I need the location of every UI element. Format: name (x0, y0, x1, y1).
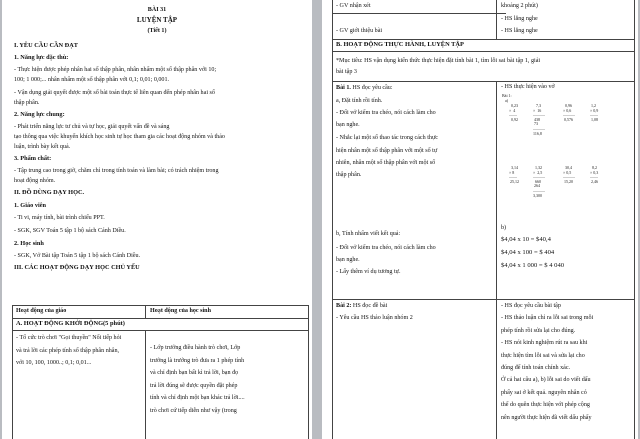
exercise-1-student-b: b) (501, 225, 507, 231)
lesson-title: LUYỆN TẬP (136, 16, 178, 24)
exercise-line: - Đổi vở kiểm tra chéo, nói cách làm cho (336, 110, 436, 116)
exercise-line: Bài 1. HS đọc yêu cầu: (336, 85, 393, 91)
instruction-line: bạn nghe. (336, 257, 360, 263)
student-line: Ở cả hai câu a), b) lỗi sai do viết dấu (501, 377, 591, 384)
body-line: - Vận dụng giải quyết được một số bài toán thực tế liên quan đến phép nhân hai số (14, 90, 215, 96)
teacher-line: - Tổ cức trò chơi "Gọi thuyền" Nối tiếp hỏi (16, 335, 122, 341)
instruction-line: - Lấy thêm ví dụ tương tự. (336, 269, 401, 275)
exercise-1-part-b: b, Tính nhẩm viết kết quả: (336, 231, 401, 237)
body-line: tạo thông qua việc khuyến khích học sinh tự học tham gia các hoạt động nhóm và thảo (14, 134, 225, 140)
student-line: tính và chỉ định một bạn khác trả lời.... (150, 395, 245, 401)
result-line: $4,04 x 1 000 = $ 4 040 (501, 262, 565, 269)
instruction-line: - Đổi vở kiểm tra chéo, nói cách làm cho (336, 245, 436, 251)
student-line: - HS lắng nghe (501, 16, 538, 22)
body-line: thập phân. (14, 100, 40, 106)
section-heading: 3. Phẩm chất: (14, 155, 52, 162)
section-practice: B. HOẠT ĐỘNG THỰC HÀNH, LUYỆN TẬP (336, 41, 464, 48)
lesson-number: BÀI 31 (147, 7, 167, 13)
calc-part-a: a) (505, 98, 509, 103)
section-heading: 2. Học sinh (14, 240, 44, 247)
student-line: trả lời đúng sẽ được quyền đặt phép (150, 382, 238, 389)
body-line: - SGK, Vở Bài tập Toán 5 tập 1 bộ sách Cánh Diều. (14, 253, 141, 259)
teacher-line: và trả lời các phép tính số thập phân nhân, (16, 347, 120, 354)
student-line: nên người thực hiện đã viết dấu phẩy (501, 414, 592, 421)
exercise-line: thập phân. (336, 172, 362, 178)
student-line: và chỉ định bạn bất kì trả lời, bạn đọ (150, 370, 239, 376)
calculation: 7,3 × 16 ——— 438 73 ——— 116,8 (533, 103, 545, 136)
section-warmup: A. HOẠT ĐỘNG KHỞI ĐỘNG(5 phút) (16, 320, 125, 327)
body-line: - Thực hiện được phép nhân hai số thập phân, nhân nhẩm một số thập phân với 10; (14, 67, 217, 73)
student-line: trưởng là trưởng trò đưa ra 1 phép tính (150, 357, 245, 364)
result-line: $4,04 x 100 = $ 404 (501, 249, 555, 256)
student-line: - HS nói kinh nghiệm rút ra sau khi (501, 340, 588, 347)
calculation: 0,23 × 4 —— 0,92 (509, 103, 518, 122)
section-heading: 2. Năng lực chung: (14, 111, 65, 118)
objective-line: bài tập 3 (336, 69, 357, 75)
student-line: khoảng 2 phút) (501, 3, 538, 9)
exercise-line: nhiên, nhân một số thập phân với một số (336, 160, 436, 166)
body-line: - SGK, SGV Toán 5 tập 1 bộ sách Cánh Diều. (14, 228, 126, 234)
calculation: 0,96 × 0,6 ——— 0,576 (563, 103, 575, 122)
calculation: 1,32 × 2,5 ——— 660 264 ——— 3,300 (533, 165, 545, 198)
calculation: 1,2 × 0,9 —— 1,08 (590, 103, 599, 122)
student-line: thể do quên thực hiện với phép cộng (501, 402, 590, 409)
exercise-line: a, Đặt tính rồi tính. (336, 98, 383, 104)
document-page-right (322, 0, 638, 439)
body-line: - Tập trung cao trong giờ, chăm chỉ trong tính toán và làm bài; có trách nhiệm trong (14, 168, 219, 174)
body-line: 100; 1 000;... nhân nhẩm một số thập phân với 0,1; 0,01; 0,001. (14, 77, 170, 83)
calculation: 3,14 × 8 —— 25,12 (509, 165, 519, 184)
exercise-line: bạn nghe. (336, 122, 360, 128)
teacher-line: - GV giới thiệu bài (336, 28, 383, 34)
body-line: - Phát triển năng lực tư chủ và tự học, giải quyết vấn đề và sáng (14, 124, 170, 130)
student-line: - Lớp trưởng điều hành trò chơi, Lớp (150, 345, 241, 351)
objective-line: *Mục tiêu: HS vận dụng kiến thức thực hiện đặt tính bài 1, tìm lỗi sai bài tập 1, giải (336, 58, 541, 64)
student-line: phép tính rồi sửa lại cho đúng. (501, 327, 576, 334)
student-line: - HS đọc yêu cầu bài tập (501, 303, 561, 309)
exercise-1-student-heading: - HS thực hiện vào vở (501, 84, 555, 90)
exercise-line: Bài 2: HS đọc đề bài (336, 303, 388, 309)
calc-label: Bài 1: (502, 93, 512, 98)
student-line: - HS thảo luận chỉ ra lỗi sai trong mỗi (501, 315, 594, 322)
exercise-line: hiện nhân một số thập phân với một số tự (336, 148, 438, 154)
student-line: đúng để tính toán chính xác. (501, 365, 571, 371)
body-line: luận, trình bày kết quả. (14, 144, 71, 150)
body-line: hoạt động nhóm. (14, 178, 56, 184)
document-page-left (2, 0, 312, 439)
student-line: - HS lắng nghe (501, 28, 538, 34)
section-heading: 1. Giáo viên (14, 202, 47, 209)
teacher-line: với 10, 100, 1000..; 0,1; 0,01... (16, 360, 92, 366)
exercise-line: - Yêu cầu HS thảo luận nhóm 2 (336, 315, 413, 321)
section-heading: I. YÊU CẦU CẦN ĐẠT (14, 42, 78, 49)
section-heading: 1. Năng lực đặc thù: (14, 54, 69, 61)
section-heading: III. CÁC HOẠT ĐỘNG DẠY HỌC CHỦ YẾU (14, 264, 140, 271)
body-line: - Ti vi, máy tính, bài trình chiếu PPT. (14, 215, 105, 221)
student-line: phẩy sai ở kết quả. nguyên nhân có (501, 389, 587, 396)
student-line: trò chơi cứ tiếp diễn như vậy (trong (150, 407, 237, 414)
lesson-period: (Tiết 1) (147, 28, 167, 34)
header-student-activity: Hoạt động của học sinh (150, 308, 211, 314)
teacher-line: - GV nhận xét (336, 3, 371, 9)
exercise-line: - Nhắc lại một số thao tác trong cách thực (336, 135, 438, 141)
student-line: thực hiện tìm lỗi sai và sửa lại cho (501, 352, 585, 359)
calculation: 8,2 × 0,3 —— 2,46 (590, 165, 599, 184)
header-teacher-activity: Hoạt động của giáo (16, 308, 67, 314)
result-line: $4,04 x 10 = $40,4 (501, 236, 551, 243)
calculation: 30,4 × 0,5 ——— 15,20 (563, 165, 575, 184)
section-heading: II. ĐỒ DÙNG DẠY HỌC. (14, 189, 85, 196)
